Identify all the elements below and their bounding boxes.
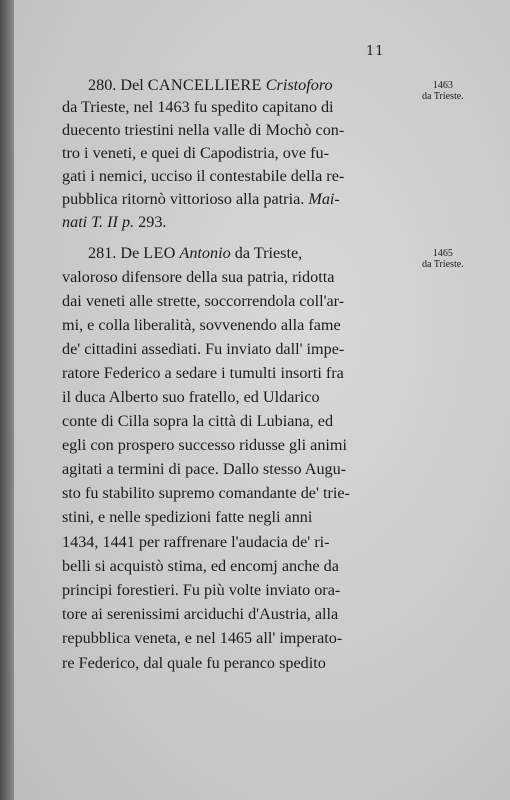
text-line: da Trieste, nel 1463 fu spedito capitano di: [62, 98, 334, 116]
book-page: [14, 0, 510, 800]
text-line: valoroso difensore della sua patria, ridotta: [62, 268, 335, 286]
text-line: repubblica veneta, e nel 1465 all' imperato-: [62, 629, 343, 647]
given-name-cristoforo: Cristoforo: [261, 76, 333, 94]
entry-number-280: 280. Del: [88, 76, 148, 94]
text-line: sto fu stabilito supremo comandante de' trie-: [62, 484, 350, 502]
text-line: de' cittadini assediati. Fu inviato dall' impe-: [62, 340, 345, 358]
surname-leo: LEO: [143, 244, 176, 262]
text-line: duecento triestini nella valle di Mochò con-: [62, 121, 345, 139]
text-line: il duca Alberto suo fratello, ed Uldarico: [62, 388, 320, 406]
text-line: belli si acquistò stima, ed encomj anche da: [62, 557, 339, 575]
text-line: stini, e nelle spedizioni fatte negli anni: [62, 508, 313, 526]
text-line: agitati a termini di pace. Dallo stesso Augu-: [62, 460, 347, 478]
text-line: egli con prospero successo ridusse gli animi: [62, 436, 348, 454]
text-line: tro i veneti, e quei di Capodistria, ove fu-: [62, 144, 330, 162]
margin-note-1463: [422, 80, 464, 102]
text-line: principi forestieri. Fu più volte inviato ora-: [62, 581, 341, 599]
margin-note-year: 1463: [432, 80, 453, 91]
text-line-citation: nati T. II p. 293.: [62, 213, 167, 231]
text-line: re Federico, dal quale fu peranco spedito: [62, 654, 326, 672]
text-line: dai veneti alle strette, soccorrendola coll'ar-: [62, 292, 345, 310]
margin-note-year: 1465: [432, 248, 453, 259]
surname-cancelliere: CANCELLIERE: [147, 76, 262, 94]
margin-note-1465: [422, 248, 464, 270]
text-line: mi, e colla liberalità, sovvenendo alla fame: [62, 316, 341, 334]
text-line: 281. De LEO Antonio da Trieste,: [88, 244, 303, 262]
page-number: 11: [366, 44, 385, 59]
text-line: conte di Cilla sopra la città di Lubiana, ed: [62, 412, 334, 430]
text-line: gati i nemici, ucciso il contestabile della re-: [62, 167, 345, 185]
text-line: pubblica ritornò vittorioso alla patria. Mai-: [62, 190, 340, 208]
book-gutter-shadow: [0, 0, 14, 800]
given-name-antonio: Antonio: [175, 244, 231, 262]
text-line: tore ai serenissimi arciduchi d'Austria, alla: [62, 605, 339, 623]
text-line: 1434, 1441 per raffrenare l'audacia de' ri-: [62, 533, 330, 551]
margin-note-place: da Trieste.: [422, 91, 464, 102]
text-line: ratore Federico a sedare i tumulti insorti fra: [62, 364, 344, 382]
text-line: [88, 74, 333, 96]
entry-number-281: 281. De: [88, 244, 144, 262]
margin-note-place: da Trieste.: [422, 259, 464, 270]
